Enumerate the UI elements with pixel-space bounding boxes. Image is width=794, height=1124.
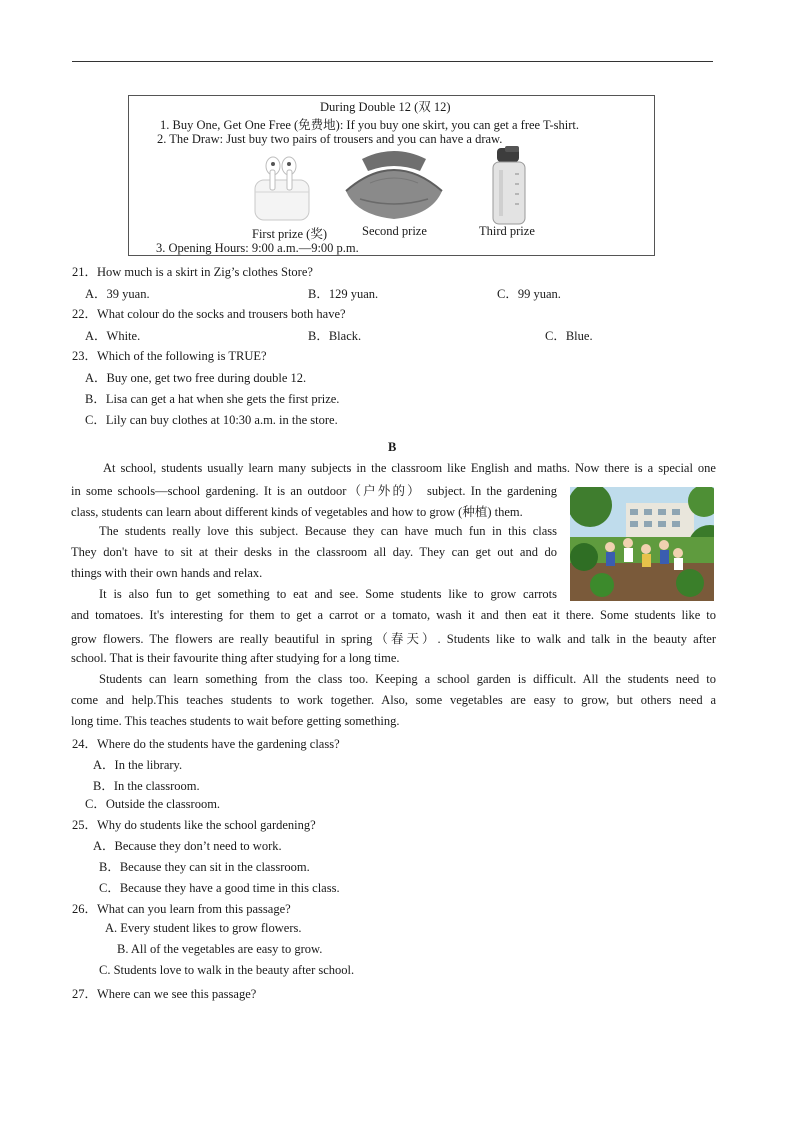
passage-line: grow flowers. The flowers are really beautiful in spring（春天）. Students like to walk and talk in the beauty after bbox=[71, 632, 716, 646]
passage-line: in some schools—school gardening. It is an outdoor（户外的） subject. In the gardening bbox=[71, 484, 557, 498]
passage-b-heading: B bbox=[388, 440, 397, 454]
header-rule bbox=[72, 61, 713, 62]
q24-option-a[interactable]: A．In the library. bbox=[93, 758, 183, 772]
passage-line: At school, students usually learn many subjects in the classroom like English and maths. Now there is a special one bbox=[103, 461, 716, 475]
q21-option-a[interactable]: A．39 yuan. bbox=[85, 287, 150, 301]
q22-option-c[interactable]: C．Blue. bbox=[545, 329, 593, 343]
q23-option-b[interactable]: B．Lisa can get a hat when she gets the first prize. bbox=[85, 392, 340, 406]
q21-option-c[interactable]: C．99 yuan. bbox=[497, 287, 561, 301]
q24-option-b[interactable]: B．In the classroom. bbox=[93, 779, 200, 793]
q25-stem: 25．Why do students like the school gardening? bbox=[72, 818, 316, 832]
passage-line: school. That is their favourite thing after studying for a long time. bbox=[71, 651, 400, 665]
q21-option-b[interactable]: B．129 yuan. bbox=[308, 287, 379, 301]
q24-stem: 24．Where do the students have the gardening class? bbox=[72, 737, 340, 751]
q22-option-a[interactable]: A．White. bbox=[85, 329, 141, 343]
q26-option-c[interactable]: C. Students love to walk in the beauty after school. bbox=[99, 963, 355, 977]
first-prize-label: First prize (奖) bbox=[252, 227, 327, 241]
q23-stem: 23．Which of the following is TRUE? bbox=[72, 349, 267, 363]
q21-stem: 21．How much is a skirt in Zig’s clothes Store? bbox=[72, 265, 313, 279]
q25-option-b[interactable]: B．Because they can sit in the classroom. bbox=[99, 860, 310, 874]
notice-title: During Double 12 (双 12) bbox=[320, 100, 451, 114]
passage-line: things with their own hands and relax. bbox=[71, 566, 263, 580]
notice-line-3: 3. Opening Hours: 9:00 a.m.—9:00 p.m. bbox=[156, 241, 359, 255]
q25-option-a[interactable]: A．Because they don’t need to work. bbox=[93, 839, 282, 853]
passage-line: long time. This teaches students to wait before getting something. bbox=[71, 714, 400, 728]
q27-stem: 27．Where can we see this passage? bbox=[72, 987, 257, 1001]
q23-option-a[interactable]: A．Buy one, get two free during double 12. bbox=[85, 371, 307, 385]
earbuds-image bbox=[249, 152, 315, 224]
q24-option-c[interactable]: C．Outside the classroom. bbox=[85, 797, 221, 811]
q25-option-c[interactable]: C．Because they have a good time in this class. bbox=[99, 881, 340, 895]
passage-line: The students really love this subject. Because they can have much fun in this class bbox=[99, 524, 557, 538]
q26-option-a[interactable]: A. Every student likes to grow flowers. bbox=[105, 921, 302, 935]
q23-option-c[interactable]: C．Lily can buy clothes at 10:30 a.m. in the store. bbox=[85, 413, 338, 427]
passage-line: class, students can learn about different kinds of vegetables and how to grow (种植) them. bbox=[71, 505, 523, 519]
third-prize-label: Third prize bbox=[479, 224, 535, 238]
q26-option-b[interactable]: B. All of the vegetables are easy to grow. bbox=[117, 942, 323, 956]
water-bottle-image bbox=[483, 146, 535, 226]
passage-line: They don't have to sit at their desks in the classroom all day. They can get out and do bbox=[71, 545, 557, 559]
passage-line: Students can learn something from the class too. Keeping a school garden is difficult. All the students need to bbox=[99, 672, 716, 686]
sun-hat-image bbox=[340, 147, 448, 225]
gardening-photo bbox=[570, 487, 714, 601]
passage-line: and tomatoes. It's interesting for them to get a carrot or a tomato, wash it and then eat it there. Some students like to bbox=[71, 608, 716, 622]
notice-line-2: 2. The Draw: Just buy two pairs of trousers and you can have a draw. bbox=[157, 132, 503, 146]
q26-stem: 26．What can you learn from this passage? bbox=[72, 902, 291, 916]
second-prize-label: Second prize bbox=[362, 224, 427, 238]
passage-line: come and help.This teaches students to work together. Also, some vegetables are easy to grow, but others need a bbox=[71, 693, 716, 707]
q22-stem: 22．What colour do the socks and trousers both have? bbox=[72, 307, 346, 321]
notice-line-1: 1. Buy One, Get One Free (免费地): If you buy one skirt, you can get a free T-shirt. bbox=[160, 118, 580, 132]
passage-line: It is also fun to get something to eat and see. Some students like to grow carrots bbox=[99, 587, 557, 601]
q22-option-b[interactable]: B．Black. bbox=[308, 329, 362, 343]
